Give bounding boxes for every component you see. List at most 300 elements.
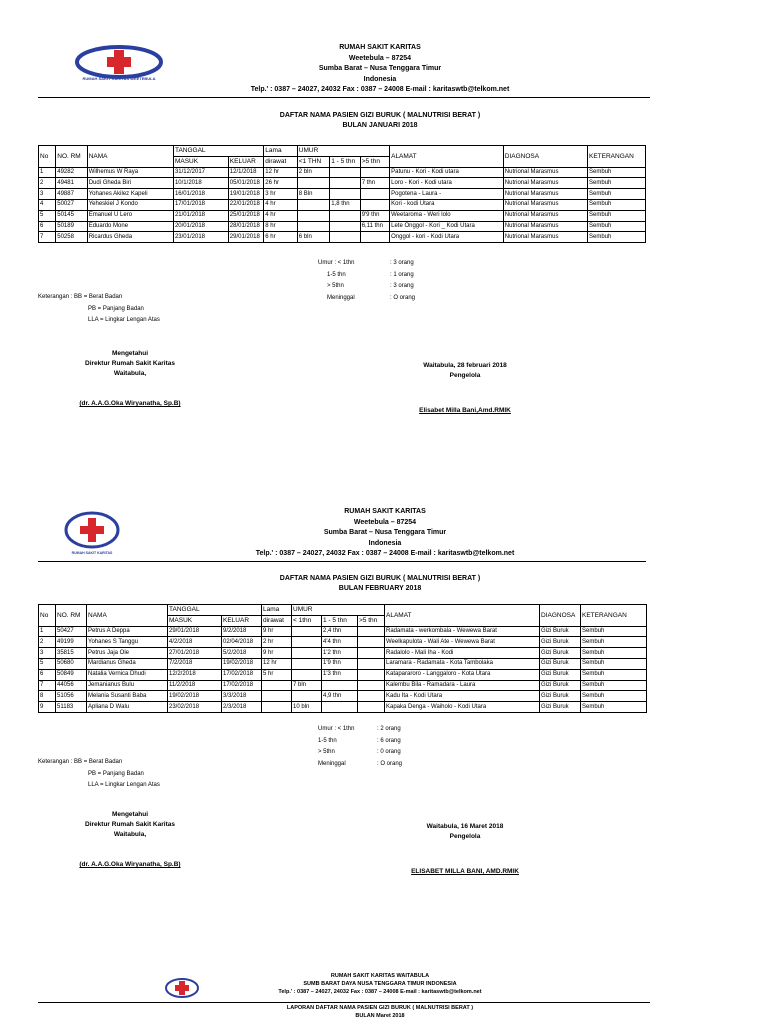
svg-text:RUMAH SAKIT KARITAS WEETEBULA: RUMAH SAKIT KARITAS WEETEBULA [82,76,156,81]
col-nama: NAMA [87,146,173,168]
sig-line: Pengelola [449,833,481,840]
col-umur-gt5: >5 thn [360,156,389,167]
cell-rm: 50258 [56,232,87,243]
cell-nama: Mardianus Gheda [87,658,168,669]
cell-no: 3 [39,648,56,659]
report-title: LAPORAN DAFTAR NAMA PASIEN GIZI BURUK ( MALNUTRISI BERAT ) [286,1005,474,1011]
cell-umur-gt5: 7 thn [360,178,389,189]
col-rm: NO. RM [56,605,87,627]
cell-masuk: 23/01/2018 [173,232,228,243]
cell-diagnosa: Nutrional Marasmus [503,178,587,189]
cell-alamat: Loro - Kori - Kodi utara [390,178,504,189]
hospital-country: Indonesia [368,539,402,547]
note-line: LLA = Lingkar Lengan Atas [88,782,160,788]
cell-no: 6 [39,221,56,232]
cell-alamat: Patunu - Kori - Kodi utara [390,167,504,178]
col-no: No [39,146,56,168]
cell-alamat: Kalembu Bila - Ramadara - Laura [385,680,540,691]
summary-label: Umur : < 1thn [318,260,355,266]
patient-table [38,604,647,713]
cell-umur-gt5 [358,702,385,713]
cell-no: 2 [39,637,56,648]
cell-umur-lt1: 10 bln [292,702,322,713]
cell-keluar: 25/01/2018 [228,210,264,221]
cell-keterangan: Sembuh [588,221,646,232]
cell-umur-1-5 [330,210,360,221]
sig-line: Waitabula, [113,370,147,377]
summary-value: : O orang [377,760,403,767]
cell-umur-lt1: 7 bln [292,680,322,691]
table-row [39,626,647,637]
cell-umur-gt5 [358,626,385,637]
col-umur: UMUR [297,146,389,157]
cell-keluar: 5/2/2018 [222,648,262,659]
letterhead [210,972,550,996]
cell-keterangan: Sembuh [588,178,646,189]
sig-line: Mengetahui [111,350,149,357]
col-umur-1-5: 1 - 5 thn [330,156,360,167]
cell-lama [262,702,292,713]
summary-value: : 3 orang [390,260,414,266]
summary-label: Umur : < 1thn [318,726,355,732]
cell-keluar: 22/01/2018 [228,199,264,210]
director-signature [60,810,200,870]
cell-rm: 49481 [56,178,87,189]
cell-diagnosa: Nutrional Marasmus [503,167,587,178]
hospital-contact: Telp.' : 0387 – 24027, 24032 Fax : 0387 – 24008 E-mail : karitaswtb@telkom.net [278,989,482,995]
cell-diagnosa: Nutrional Marasmus [503,210,587,221]
cell-rm: 50680 [56,658,87,669]
director-name: (dr. A.A.G.Oka Wiryanatha, Sp.B) [79,861,181,868]
cell-umur-gt5 [358,669,385,680]
table-row [39,669,647,680]
cell-umur-1-5: 1'9 thn [322,658,358,669]
cell-umur-gt5 [360,199,389,210]
cell-keluar: 29/01/2018 [228,232,264,243]
cell-keluar: 05/01/2018 [228,178,264,189]
cell-no: 5 [39,658,56,669]
col-dirawat: dirawat [262,615,292,626]
manager-name: ELISABET MILLA BANI, AMD.RMIK [411,868,519,875]
col-tanggal: TANGGAL [173,146,263,157]
cell-diagnosa: Nutrional Marasmus [503,199,587,210]
table-row [39,680,647,691]
cell-nama: Jemanianus Bulu [87,680,168,691]
cell-umur-lt1 [297,178,329,189]
cell-rm: 44056 [56,680,87,691]
cell-alamat: Onggol - kori - Kodi Utara [390,232,504,243]
cell-umur-1-5: 1,8 thn [330,199,360,210]
col-alamat: ALAMAT [385,605,540,627]
cell-keterangan: Sembuh [581,637,647,648]
table-row [39,648,647,659]
cell-umur-1-5: 1'2 thn [322,648,358,659]
cell-lama: 9 hr [262,648,292,659]
cell-no: 9 [39,702,56,713]
cell-lama [262,680,292,691]
cell-umur-gt5 [358,658,385,669]
table-row [39,691,647,702]
cell-umur-gt5: 6,11 thn [360,221,389,232]
letterhead-divider [38,97,650,98]
cell-umur-gt5 [358,691,385,702]
sig-line: Pengelola [449,372,481,379]
cell-nama: Wilhemus W Raya [87,167,173,178]
cell-rm: 50027 [56,199,87,210]
cell-umur-1-5 [330,178,360,189]
cell-no: 7 [39,232,56,243]
cell-umur-lt1 [292,658,322,669]
cell-diagnosa: Gizi Buruk [540,691,581,702]
summary-value: : 1 orang [390,271,414,278]
cell-keluar: 3/3/2018 [222,691,262,702]
summary-value: : 2 orang [377,726,401,732]
svg-text:RUMAH SAKIT KARITAS: RUMAH SAKIT KARITAS [71,551,113,555]
cell-keterangan: Sembuh [581,669,647,680]
table-row [39,702,647,713]
cell-lama: 4 hr [264,210,297,221]
hospital-name: RUMAH SAKIT KARITAS [344,508,426,515]
cell-umur-1-5 [330,221,360,232]
summary-label: 1-5 thn [327,271,346,278]
cell-lama: 9 hr [262,626,292,637]
cell-alamat: Kapaka Denga - Waiholo - Kodi Utara [385,702,540,713]
cell-umur-1-5: 4'4 thn [322,637,358,648]
sig-line: Direktur Rumah Sakit Karitas [85,360,175,367]
age-summary [318,258,416,304]
cell-nama: Eduardo Mone [87,221,173,232]
table-row [39,189,646,200]
report-title: DAFTAR NAMA PASIEN GIZI BURUK ( MALNUTRISI BERAT ) [279,112,481,119]
hospital-region: SUMB BARAT DAYA NUSA TENGGARA TIMUR INDONESIA [303,981,457,987]
cell-diagnosa: Gizi Buruk [540,680,581,691]
note-line: LLA = Lingkar Lengan Atas [88,317,160,323]
col-dirawat: dirawat [264,156,297,167]
col-umur-1-5: 1 - 5 thn [322,615,358,626]
table-row [39,199,646,210]
cell-keluar: 17/02/2018 [222,680,262,691]
col-tanggal: TANGGAL [168,605,262,616]
hospital-region: Sumba Barat – Nusa Tenggara Timur [323,529,447,536]
cell-masuk: 11/2/2018 [168,680,222,691]
cell-umur-gt5 [360,232,389,243]
letterhead-divider [38,1002,650,1003]
hospital-country: Indonesia [363,75,397,83]
cell-masuk: 29/01/2018 [168,626,222,637]
sig-line: Waitabula, 16 Maret 2018 [426,823,504,830]
cell-diagnosa: Gizi Buruk [540,702,581,713]
cell-masuk: 31/12/2017 [173,167,228,178]
cell-rm: 50189 [56,221,87,232]
cell-diagnosa: Nutrional Marasmus [503,232,587,243]
summary-value: : 0 orang [377,749,401,755]
cell-masuk: 10/1/2018 [173,178,228,189]
col-keterangan: KETERANGAN [581,605,647,627]
cell-masuk: 21/01/2018 [173,210,228,221]
manager-signature [385,361,545,416]
summary-label: > 5thn [327,283,344,289]
abbreviation-notes [38,292,160,327]
cell-lama: 12 hr [264,167,297,178]
cell-alamat: Pogotena - Laura - [390,189,504,200]
table-row [39,178,646,189]
report-period: BULAN Maret 2018 [355,1013,405,1019]
cell-diagnosa: Nutrional Marasmus [503,221,587,232]
cell-umur-lt1 [292,648,322,659]
cell-diagnosa: Gizi Buruk [540,637,581,648]
report-period: BULAN JANUARI 2018 [342,121,418,129]
summary-value: : O orang [390,294,416,301]
col-diagnosa: DIAGNOSA [540,605,581,627]
col-keterangan: KETERANGAN [588,146,646,168]
summary-label: Meninggal [318,760,346,767]
cell-lama: 26 hr [264,178,297,189]
cell-masuk: 23/02/2018 [168,702,222,713]
cell-umur-1-5: 4,9 thn [322,691,358,702]
manager-name: Elisabet Milla Bani,Amd.RMIK [419,407,511,414]
cell-keterangan: Sembuh [581,680,647,691]
cell-keterangan: Sembuh [588,199,646,210]
cell-alamat: Kadu Ita - Kodi Utara [385,691,540,702]
col-umur: UMUR [292,605,385,616]
cell-masuk: 20/01/2018 [173,221,228,232]
cell-umur-gt5 [358,637,385,648]
sig-line: Mengetahui [111,811,149,818]
cell-keluar: 9/2/2018 [222,626,262,637]
note-line: PB = Panjang Badan [88,770,144,777]
note-line: PB = Panjang Badan [88,305,144,312]
col-lama: Lama [264,146,297,157]
table-row [39,210,646,221]
cell-keterangan: Sembuh [581,691,647,702]
cell-nama: Melania Susanti Baba [87,691,168,702]
table-row [39,637,647,648]
cell-diagnosa: Gizi Buruk [540,648,581,659]
cell-rm: 49887 [56,189,87,200]
cell-masuk: 7/2/2018 [168,658,222,669]
cell-umur-lt1 [292,637,322,648]
cell-rm: 49282 [56,167,87,178]
cell-rm: 50849 [56,669,87,680]
cell-lama: 2 hr [262,637,292,648]
cell-alamat: Radamata - werkombala - Wewewa Barat [385,626,540,637]
cell-no: 1 [39,626,56,637]
cell-alamat: Kori - kodi Utara [390,199,504,210]
cell-keterangan: Sembuh [588,167,646,178]
cell-umur-lt1 [297,221,329,232]
report-title-block [210,1004,550,1020]
cell-umur-1-5 [330,189,360,200]
hospital-street: Weetebula – 87254 [353,518,417,526]
hospital-street: Weetebula – 87254 [348,54,412,62]
cell-lama: 3 hr [264,189,297,200]
cell-keluar: 19/02/2018 [222,658,262,669]
cell-umur-1-5 [322,702,358,713]
cell-umur-1-5: 2,4 thn [322,626,358,637]
cell-umur-gt5 [358,680,385,691]
cell-keluar: 02/04/2018 [222,637,262,648]
cell-masuk: 16/01/2018 [173,189,228,200]
age-summary [318,724,403,770]
cell-keterangan: Sembuh [588,210,646,221]
cell-nama: Dudi Gheda Biri [87,178,173,189]
cell-lama: 12 hr [262,658,292,669]
col-masuk: MASUK [168,615,222,626]
cell-umur-lt1 [292,669,322,680]
cell-alamat: Katapararoro - Langgaloro - Kota Utara [385,669,540,680]
cell-masuk: 19/02/2018 [168,691,222,702]
manager-signature [380,822,550,877]
director-signature [60,349,200,409]
cell-nama: Petrus A Deppa [87,626,168,637]
cell-umur-gt5 [360,167,389,178]
letterhead-divider [38,561,646,562]
summary-value: : 3 orang [390,283,414,289]
cell-lama: 8 hr [264,221,297,232]
report-period: BULAN FEBRUARY 2018 [338,584,422,592]
abbreviation-notes [38,757,160,792]
cell-umur-1-5 [322,680,358,691]
summary-value: : 6 orang [377,737,401,744]
cell-no: 4 [39,199,56,210]
cell-umur-1-5 [330,167,360,178]
hospital-logo [74,42,164,87]
cell-no: 1 [39,167,56,178]
note-line: Keterangan : BB = Berat Badan [38,759,123,765]
cell-keluar: 2/3/2018 [222,702,262,713]
cell-umur-gt5 [360,189,389,200]
hospital-name: RUMAH SAKIT KARITAS [339,44,421,51]
col-no: No [39,605,56,627]
cell-alamat: Weelkapulota - Wali Ate - Wewewa Barat [385,637,540,648]
table-row [39,658,647,669]
col-diagnosa: DIAGNOSA [503,146,587,168]
cell-alamat: Radalolo - Mali Iha - Kodi [385,648,540,659]
cell-umur-lt1 [292,626,322,637]
summary-label: 1-5 thn [318,737,337,744]
cell-no: 5 [39,210,56,221]
hospital-region: Sumba Barat – Nusa Tenggara Timur [318,65,442,72]
cell-masuk: 17/01/2018 [173,199,228,210]
cell-rm: 49199 [56,637,87,648]
hospital-name: RUMAH SAKIT KARITAS WAITABULA [330,973,430,979]
cell-keterangan: Sembuh [581,702,647,713]
cell-umur-lt1: 8 Bln [297,189,329,200]
cell-lama: 4 hr [264,199,297,210]
report-title-block [200,574,560,593]
cell-masuk: 4/2/2018 [168,637,222,648]
cell-nama: Petrus Jaja Ole [87,648,168,659]
cell-umur-lt1 [297,210,329,221]
report-title-block [200,111,560,130]
col-umur-lt1: < 1thn [292,615,322,626]
hospital-logo [164,976,200,1005]
col-rm: NO. RM [56,146,87,168]
cell-diagnosa: Gizi Buruk [540,626,581,637]
cell-lama [262,691,292,702]
cell-rm: 51056 [56,691,87,702]
summary-label: Meninggal [327,294,355,301]
letterhead [240,43,520,96]
col-alamat: ALAMAT [390,146,504,168]
col-keluar: KELUAR [228,156,264,167]
sig-line: Waitabula, 28 februari 2018 [423,362,507,369]
summary-label: > 5thn [318,749,335,755]
cell-no: 8 [39,691,56,702]
col-lama: Lama [262,605,292,616]
cell-alamat: Weetaroma - Weri lolo [390,210,504,221]
cell-lama: 6 hr [264,232,297,243]
letterhead [240,507,530,560]
cell-nama: Natalia Vernica Dhudi [87,669,168,680]
cell-no: 6 [39,669,56,680]
col-umur-lt1: <1 THN [297,156,329,167]
table-row [39,221,646,232]
cell-umur-lt1 [292,691,322,702]
cell-no: 7 [39,680,56,691]
hospital-contact: Telp.' : 0387 – 24027, 24032 Fax : 0387 – 24008 E-mail : karitaswtb@telkom.net [250,86,510,93]
col-nama: NAMA [87,605,168,627]
cell-umur-1-5: 1'3 thn [322,669,358,680]
cell-keluar: 28/01/2018 [228,221,264,232]
cell-keterangan: Sembuh [581,658,647,669]
cell-nama: Yeheskiel J Kondo [87,199,173,210]
patient-table [38,145,646,243]
cell-keluar: 19/01/2018 [228,189,264,200]
cell-keterangan: Sembuh [581,626,647,637]
cell-masuk: 27/01/2018 [168,648,222,659]
hospital-contact: Telp.' : 0387 – 24027, 24032 Fax : 0387 – 24008 E-mail : karitaswtb@telkom.net [255,550,515,557]
note-line: Keterangan : BB = Berat Badan [38,294,123,300]
director-name: (dr. A.A.G.Oka Wiryanatha, Sp.B) [79,400,181,407]
cell-diagnosa: Nutrional Marasmus [503,189,587,200]
cell-diagnosa: Gizi Buruk [540,669,581,680]
col-keluar: KELUAR [222,615,262,626]
cell-umur-lt1: 6 bln [297,232,329,243]
table-row [39,232,646,243]
cell-no: 3 [39,189,56,200]
cell-keterangan: Sembuh [581,648,647,659]
cell-alamat: Laramara - Radamata - Kota Tambolaka [385,658,540,669]
cell-lama: 5 hr [262,669,292,680]
cell-rm: 50145 [56,210,87,221]
col-umur-gt5: >5 thn [358,615,385,626]
cell-nama: Yohanes S Tanggu [87,637,168,648]
cell-keluar: 12/1/2018 [228,167,264,178]
hospital-logo [62,510,122,563]
cell-keterangan: Sembuh [588,232,646,243]
cell-rm: 51183 [56,702,87,713]
cell-nama: Emanuel U Lero [87,210,173,221]
cell-diagnosa: Gizi Buruk [540,658,581,669]
cell-umur-lt1 [297,199,329,210]
cell-umur-1-5 [330,232,360,243]
cell-nama: Apliana D Walu [87,702,168,713]
cell-nama: Yohanes Akilez Kapeli [87,189,173,200]
cell-nama: Ricardus Gheda [87,232,173,243]
cell-rm: 35815 [56,648,87,659]
cell-umur-lt1: 2 bln [297,167,329,178]
col-masuk: MASUK [173,156,228,167]
cell-alamat: Lete Onggol - Kori _ Kodi Utara [390,221,504,232]
table-row [39,167,646,178]
sig-line: Waitabula, [113,831,147,838]
cell-keterangan: Sembuh [588,189,646,200]
cell-rm: 50427 [56,626,87,637]
sig-line: Direktur Rumah Sakit Karitas [85,821,175,828]
cell-umur-gt5: 9'9 thn [360,210,389,221]
cell-umur-gt5 [358,648,385,659]
